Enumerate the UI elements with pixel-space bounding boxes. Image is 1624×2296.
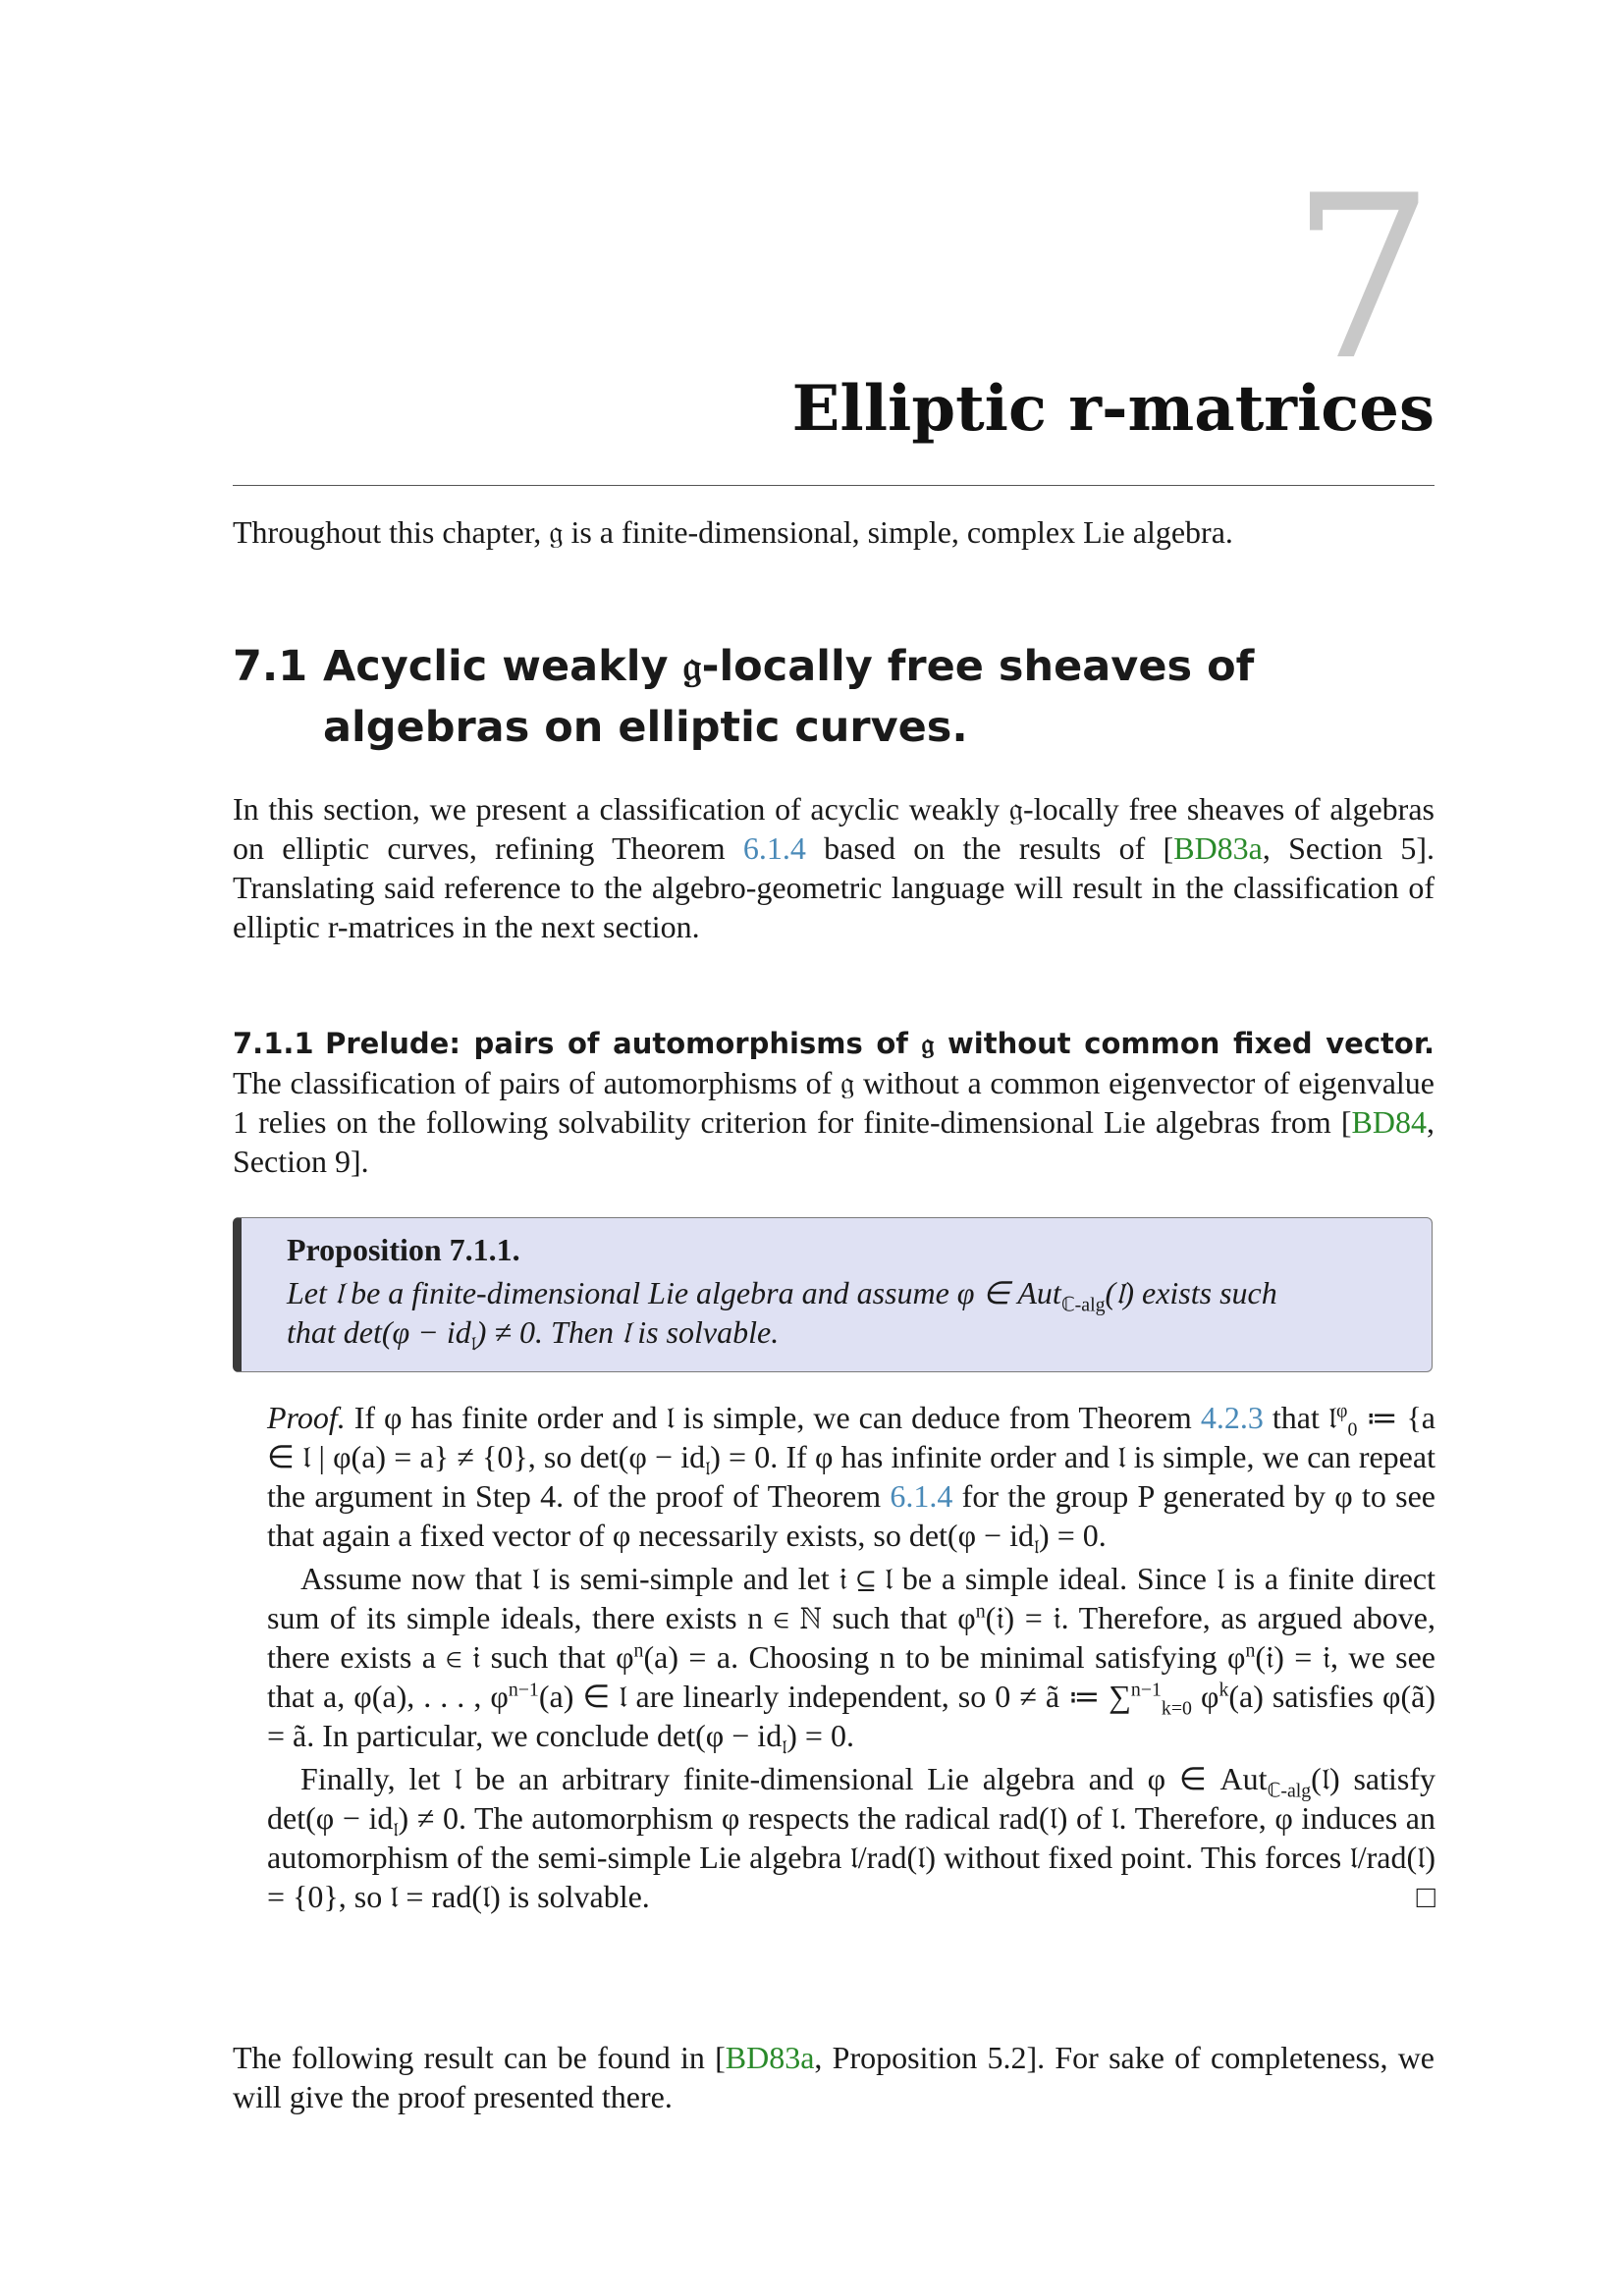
proof-paragraph-2 (267, 1559, 1436, 1759)
proof-block (267, 1398, 1435, 1916)
closing-text-2: , Proposition 5.2]. For sake of completeness, we will give the proof presented there. (233, 2040, 1435, 2114)
proof-p2-sup-5: k (1218, 1679, 1229, 1701)
subsection-text-1: The classification of pairs of automorphisms of 𝔤 without a common eigenvector of eigenvalue 1 relies on the following solvability criterion for finite-dimensional Lie algebras from [ (233, 1065, 1435, 1140)
chapter-title: Elliptic r-matrices (791, 372, 1435, 446)
closing-text-1: The following result can be found in [ (233, 2040, 726, 2075)
proof-paragraph-3 (267, 1759, 1435, 1916)
proof-p1-b: that 𝔩 (1263, 1400, 1337, 1435)
section-intro-text-2: based on the results of [ (805, 830, 1174, 866)
proof-paragraph-1 (267, 1398, 1436, 1559)
closing-paragraph (233, 2038, 1435, 2116)
proof-p3-c: ) ≠ 0. The automorphism φ respects the radical rad(𝔩) of 𝔩. Therefore, φ induces an automorphism of the semi-simple Lie algebra 𝔩/rad(𝔩) without fixed point. This forces 𝔩/rad(𝔩) = {0}, so 𝔩 = rad(𝔩) is solvable. (267, 1800, 1436, 1914)
proposition-line-2-end: ) ≠ 0. Then 𝔩 is solvable. (475, 1314, 780, 1350)
proof-p1-e: for the group P generated by φ to see that again a fixed vector of φ necessarily exists, so det(φ − id (267, 1478, 1436, 1553)
subsection-text-2: , Section 9]. (233, 1104, 1435, 1179)
proof-p2-a: Assume now that 𝔩 is semi-simple and let 𝔦 ⊆ 𝔩 be a simple ideal. Since 𝔩 is a finite direct sum of its simple ideals, there exists n ∈ ℕ such that φ (267, 1561, 1435, 1635)
proof-p2-f: φ (1191, 1679, 1219, 1714)
proof-p2-sup-3: n (1245, 1639, 1256, 1662)
chapter-intro: Throughout this chapter, 𝔤 is a finite-dimensional, simple, complex Lie algebra. (233, 514, 1233, 550)
proof-p2-sup-4: n−1 (508, 1679, 539, 1701)
section-number: 7.1 (233, 642, 308, 691)
citation-link-bd83a-closing[interactable]: BD83a (725, 2040, 815, 2075)
subsection-title: Prelude: pairs of automorphisms of 𝔤 without common fixed vector. (325, 1027, 1435, 1060)
proof-p1-f: ) = 0. (1039, 1518, 1107, 1553)
qed-symbol: □ (1416, 1879, 1435, 1914)
proof-p1-c-sub: 𝔩 (705, 1458, 711, 1480)
title-rule (233, 485, 1435, 486)
section-title: Acyclic weakly 𝔤-locally free sheaves of algebras on elliptic curves. (323, 642, 1255, 752)
proof-p2-sup-1: n (975, 1600, 986, 1623)
proof-p2-h: ) = 0. (786, 1718, 854, 1753)
proof-p3-sub-2: 𝔩 (393, 1819, 399, 1842)
theorem-link-6-1-4-proof[interactable]: 6.1.4 (890, 1478, 953, 1514)
chapter-number: 7 (1290, 148, 1435, 410)
proposition-line-1-end: (𝔩) exists such (1105, 1275, 1277, 1310)
proposition-line-2: that det(φ − id (287, 1314, 471, 1350)
citation-link-bd83a[interactable]: BD83a (1173, 830, 1263, 866)
proof-p2-b: (𝔦) = 𝔦. Therefore, as argued above, there exists a ∈ 𝔦 such that φ (267, 1600, 1435, 1675)
theorem-link-4-2-3[interactable]: 4.2.3 (1200, 1400, 1264, 1435)
proof-p3-b: (𝔩) satisfy det(φ − id (267, 1761, 1435, 1836)
proposition-statement (287, 1273, 1416, 1356)
proof-p2-g: (a) satisfies φ(ã) = ã. In particular, we conclude det(φ − id (267, 1679, 1436, 1753)
proof-p1-d: ) = 0. If φ has infinite order and 𝔩 is simple, we can repeat the argument in Step 4. of the proof of Theorem (267, 1439, 1435, 1514)
proof-p2-g-sub: 𝔩 (782, 1736, 787, 1759)
proof-p1-sup: φ (1336, 1400, 1348, 1422)
proposition-box (233, 1217, 1433, 1372)
proof-p2-c: (a) = a. Choosing n to be minimal satisfying φ (643, 1639, 1246, 1675)
proof-p1-e-sub: 𝔩 (1033, 1536, 1040, 1559)
proof-p2-e: (a) ∈ 𝔩 are linearly independent, so 0 ≠ ã ≔ ∑ (538, 1679, 1131, 1714)
subsection-paragraph (233, 1023, 1435, 1181)
proof-p2-sup-2: n (633, 1639, 644, 1662)
section-intro-text-1: In this section, we present a classification of acyclic weakly 𝔤-locally free sheaves of algebras on elliptic curves, refining Theorem (233, 791, 1435, 866)
proposition-sub-1: ℂ-alg (1060, 1294, 1106, 1316)
proposition-heading: Proposition 7.1.1. (287, 1232, 520, 1267)
proposition-sub-2: 𝔩 (470, 1333, 476, 1356)
proof-p2-sum-sub: k=0 (1161, 1697, 1192, 1720)
citation-link-bd84[interactable]: BD84 (1351, 1104, 1427, 1140)
proof-p3-a: Finally, let 𝔩 be an arbitrary finite-dimensional Lie algebra and φ ∈ Aut (300, 1761, 1268, 1796)
proof-p2-d: (𝔦) = 𝔦, we see that a, φ(a), . . . , φ (267, 1639, 1436, 1714)
theorem-link-6-1-4[interactable]: 6.1.4 (742, 830, 806, 866)
section-intro-text-3: , Section 5]. Translating said reference to the algebro-geometric language will result in the classification of elliptic r-matrices in the next section. (233, 830, 1435, 944)
proposition-line-1: Let 𝔩 be a finite-dimensional Lie algebra and assume φ ∈ Aut (287, 1275, 1061, 1310)
subsection-number: 7.1.1 (233, 1027, 314, 1060)
section-intro (233, 789, 1435, 946)
proof-p1-c: ≔ {a ∈ 𝔩 | φ(a) = a} ≠ {0}, so det(φ − id (267, 1400, 1436, 1474)
proof-p1-a: If φ has finite order and 𝔩 is simple, we can deduce from Theorem (345, 1400, 1201, 1435)
proof-p2-sum-sup: n−1 (1130, 1679, 1162, 1701)
proof-p3-sub-1: ℂ-alg (1267, 1780, 1312, 1802)
proof-label: Proof. (267, 1400, 346, 1435)
proof-p1-sub: 0 (1347, 1418, 1358, 1441)
